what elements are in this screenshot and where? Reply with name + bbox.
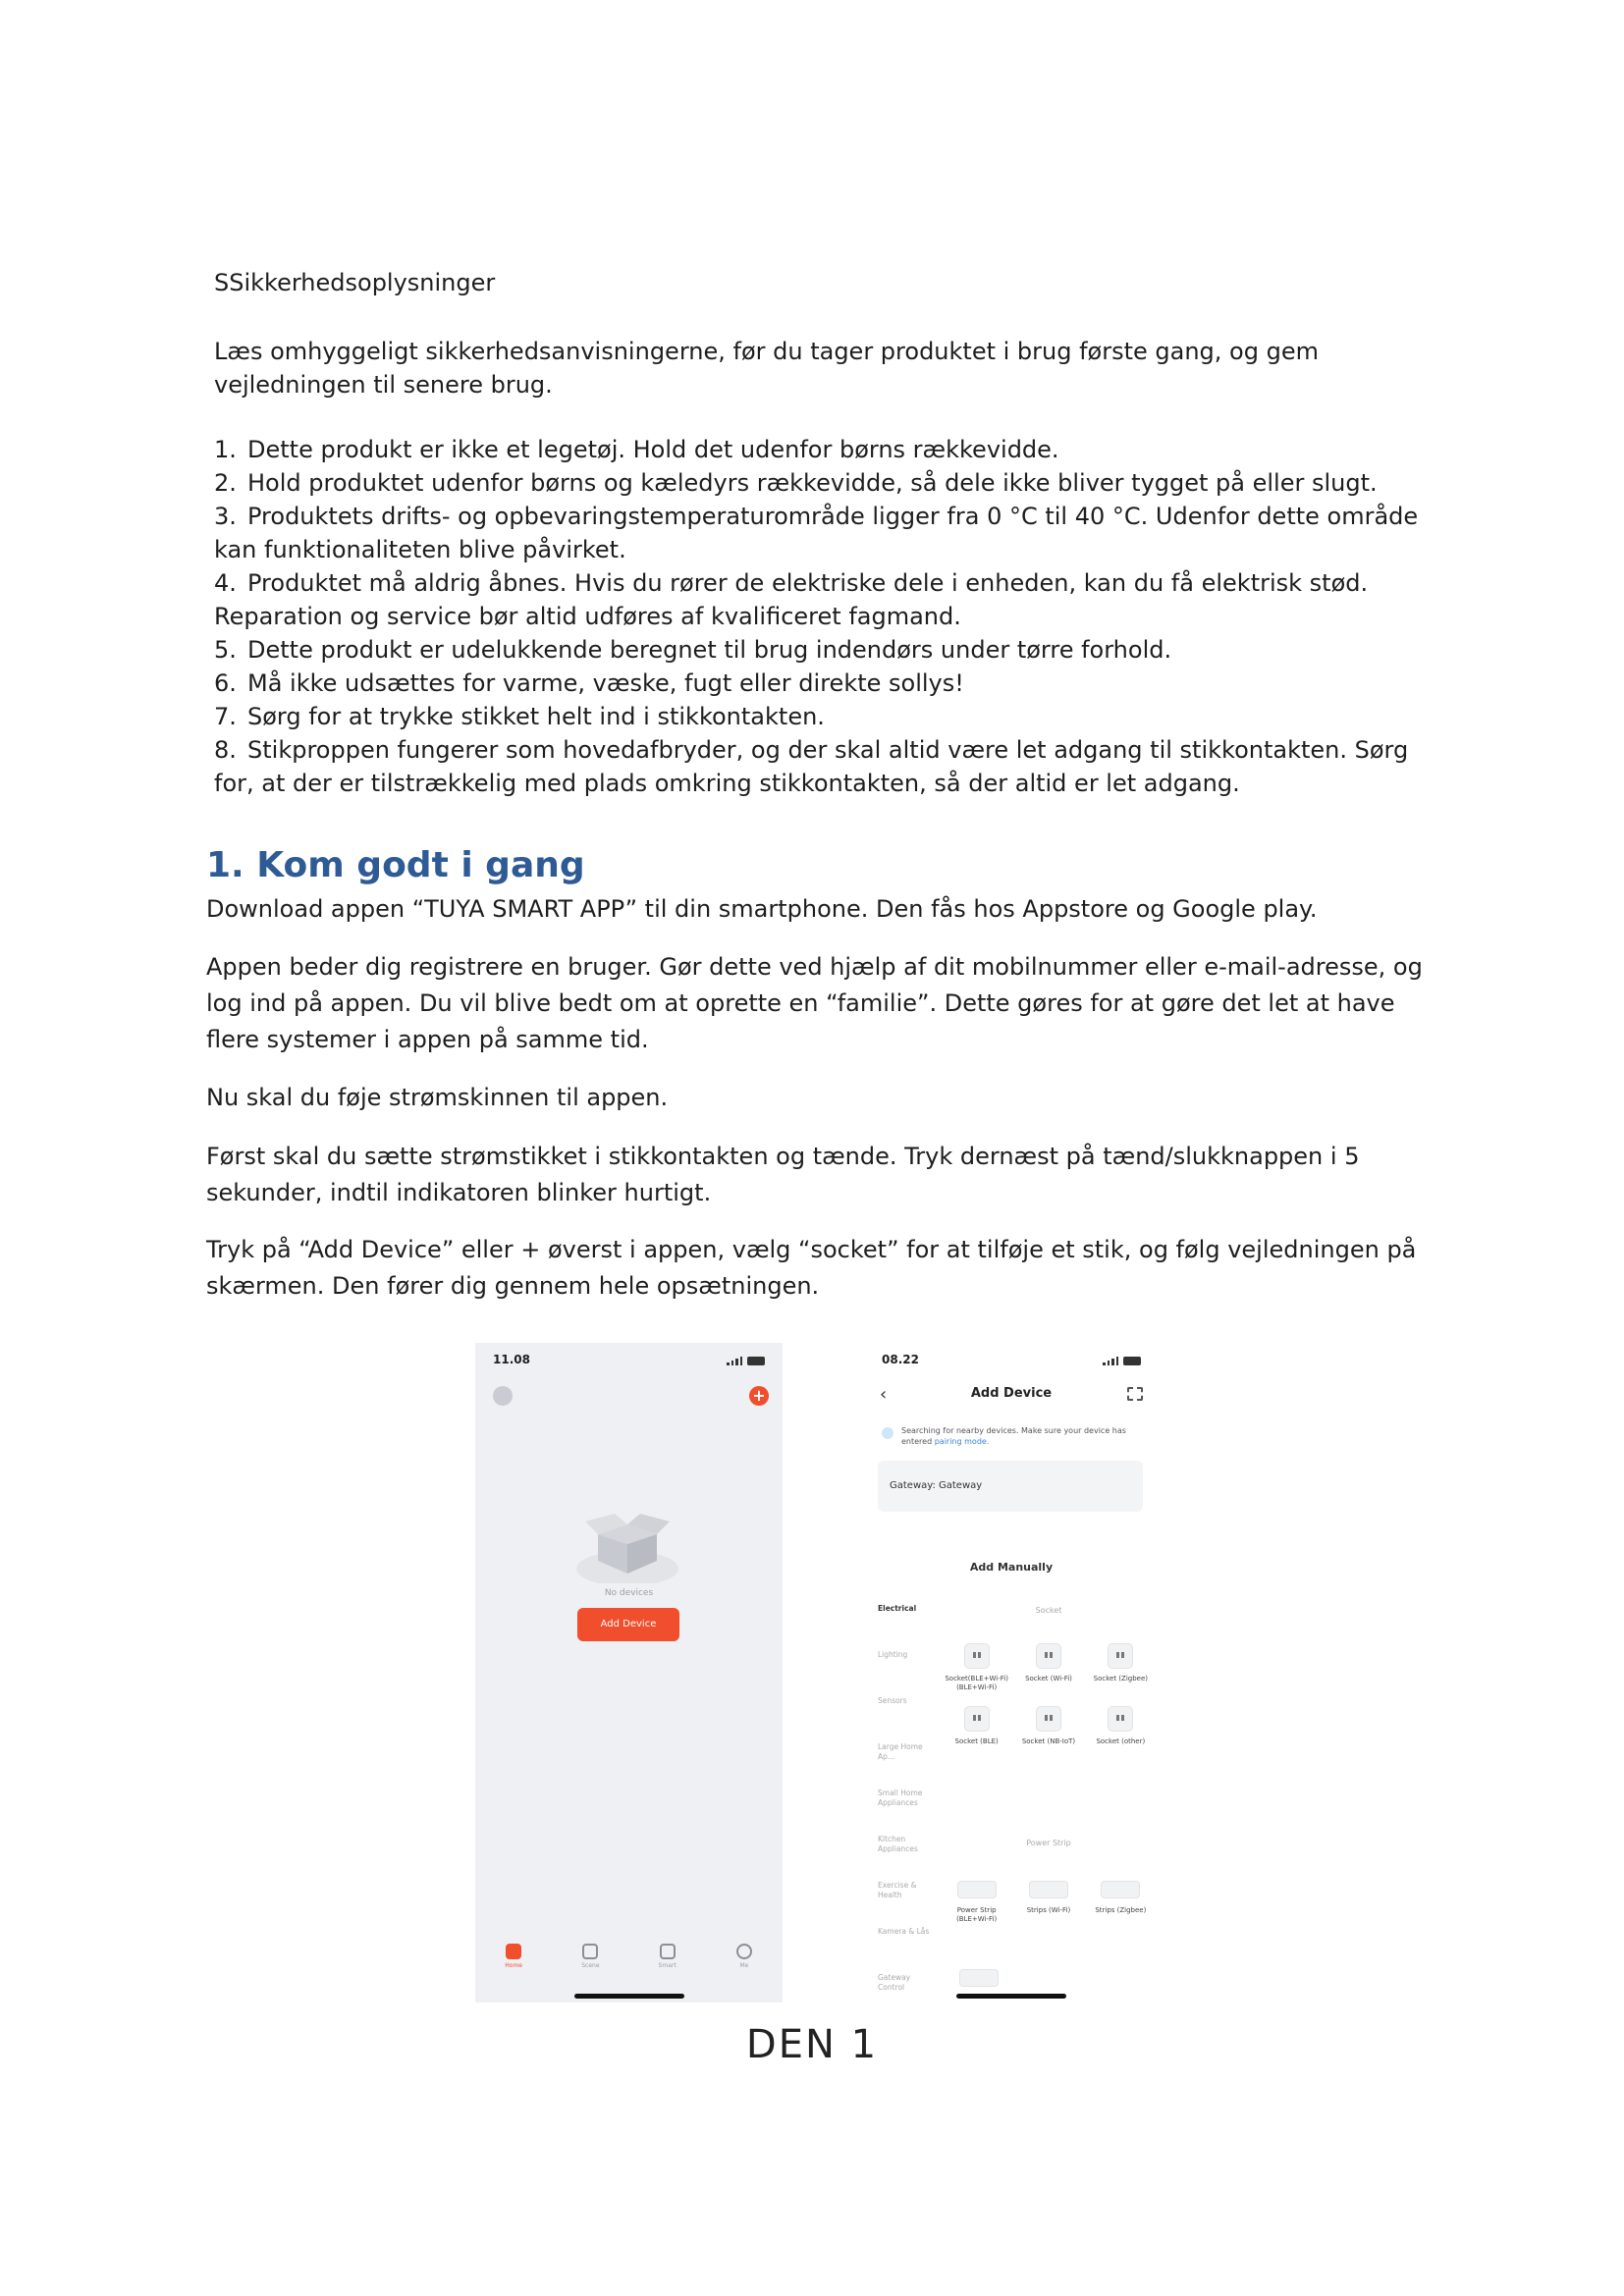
back-chevron-icon[interactable]: ‹ bbox=[880, 1384, 888, 1405]
scan-icon[interactable] bbox=[1127, 1387, 1143, 1401]
screen-title: Add Device bbox=[970, 1386, 1053, 1401]
safety-item: 5. Dette produkt er udelukkende beregnet til brug indendørs under tørre forhold. bbox=[214, 636, 1172, 664]
signal-icon bbox=[727, 1357, 742, 1365]
paragraph-power-on: Først skal du sætte strømstikket i stikkontakten og tænde. Tryk dernæst på tænd/slukknappen i 5 sekunder, indtil indikatoren blinker hurtigt. bbox=[206, 1143, 1360, 1206]
socket-icon bbox=[1108, 1643, 1133, 1669]
socket-grid bbox=[941, 1643, 1157, 1746]
power-strip-icon bbox=[957, 1881, 997, 1898]
family-avatar-icon[interactable] bbox=[493, 1386, 513, 1406]
section-title: 1. Kom godt i gang bbox=[206, 845, 585, 885]
safety-item: 3. Produktets drifts- og opbevaringstemperaturområde ligger fra 0 °C til 40 °C. Udenfor dette område kan funktionaliteten blive påvirket. bbox=[214, 503, 1419, 563]
device-option[interactable]: Power Strip (BLE+Wi-Fi) bbox=[941, 1881, 1012, 1924]
tab-bar bbox=[475, 1938, 783, 1983]
socket-icon bbox=[1036, 1643, 1061, 1669]
searching-notice: Searching for nearby devices. Make sure your device has entered pairing mode. bbox=[880, 1425, 1147, 1447]
category-item[interactable]: Kamera & Lås bbox=[878, 1927, 930, 1936]
status-bar: 11.08 bbox=[493, 1353, 765, 1372]
add-device-button[interactable]: Add Device bbox=[577, 1608, 679, 1641]
status-bar: 08.22 bbox=[882, 1353, 1141, 1372]
category-item[interactable]: Small Home Appliances bbox=[878, 1789, 923, 1807]
smart-icon bbox=[660, 1944, 676, 1959]
home-icon bbox=[506, 1944, 521, 1959]
group-label-socket: Socket bbox=[1035, 1606, 1062, 1615]
paragraph-add-device: Tryk på “Add Device” eller + øverst i appen, vælg “socket” for at tilføje et stik, og følg vejledningen på skærmen. Den fører dig gennem hele opsætningen. bbox=[206, 1236, 1417, 1300]
profile-icon bbox=[736, 1944, 752, 1959]
category-item[interactable]: Electrical bbox=[878, 1604, 917, 1613]
signal-icon bbox=[1103, 1357, 1118, 1365]
power-strip-icon bbox=[959, 1969, 999, 1987]
category-item[interactable]: Lighting bbox=[878, 1650, 908, 1659]
phone-screenshot-add-device bbox=[864, 1343, 1159, 2002]
paragraph-add-strip: Nu skal du føje strømskinnen til appen. bbox=[206, 1084, 669, 1111]
paragraph-register: Appen beder dig registrere en bruger. Gør dette ved hjælp af dit mobilnummer eller e-mail-adresse, og log ind på appen. Du vil blive bedt om at oprette en “familie”. Dette gøres for at gøre det let at have flere systemer i appen på samme tid. bbox=[206, 953, 1423, 1053]
safety-intro: Læs omhyggeligt sikkerhedsanvisningerne, før du tager produktet i brug første gang, og gem vejledningen til senere brug. bbox=[214, 338, 1319, 399]
device-option[interactable]: Socket (other) bbox=[1085, 1706, 1157, 1746]
safety-item: 7. Sørg for at trykke stikket helt ind i stikkontakten. bbox=[214, 703, 825, 730]
safety-heading: SSikkerhedsoplysninger bbox=[214, 269, 496, 296]
battery-icon bbox=[1123, 1357, 1141, 1365]
category-item[interactable]: Gateway Control bbox=[878, 1973, 911, 1992]
device-option[interactable]: Socket (BLE) bbox=[941, 1706, 1012, 1746]
safety-item: 1. Dette produkt er ikke et legetøj. Hold det udenfor børns rækkevidde. bbox=[214, 436, 1059, 463]
socket-icon bbox=[964, 1706, 990, 1732]
power-strip-icon bbox=[1029, 1881, 1068, 1898]
add-manually-heading: Add Manually bbox=[969, 1561, 1054, 1574]
category-item[interactable]: Sensors bbox=[878, 1696, 907, 1705]
device-option[interactable]: Socket (Wi-Fi) bbox=[1012, 1643, 1084, 1692]
tab-smart[interactable]: Smart bbox=[638, 1938, 697, 1983]
home-indicator bbox=[956, 1994, 1066, 1999]
paragraph-download: Download appen “TUYA SMART APP” til din smartphone. Den fås hos Appstore og Google play. bbox=[206, 895, 1318, 923]
device-option[interactable]: Strips (Zigbee) bbox=[1085, 1881, 1157, 1924]
home-indicator bbox=[574, 1994, 684, 1999]
device-option[interactable]: Strips (Wi-Fi) bbox=[1012, 1881, 1084, 1924]
power-strip-icon bbox=[1101, 1881, 1140, 1898]
add-plus-icon[interactable]: + bbox=[749, 1386, 769, 1406]
empty-box-icon bbox=[573, 1500, 681, 1583]
category-list bbox=[878, 1604, 933, 2002]
safety-item: 2. Hold produktet udenfor børns og kæledyrs rækkevidde, så dele ikke bliver tygget på eller slugt. bbox=[214, 469, 1378, 497]
safety-item: 8. Stikproppen fungerer som hovedafbryder, og der skal altid være let adgang til stikkontakten. Sørg for, at der er tilstrækkelig med plads omkring stikkontakten, så der altid er let adgang. bbox=[214, 736, 1409, 797]
phone-screenshot-home bbox=[475, 1343, 783, 2002]
device-option[interactable]: Socket (NB-IoT) bbox=[1012, 1706, 1084, 1746]
safety-item: 6. Må ikke udsættes for varme, væske, fugt eller direkte sollys! bbox=[214, 669, 964, 697]
group-label-power-strip: Power Strip bbox=[1026, 1839, 1071, 1847]
device-option[interactable]: Socket(BLE+Wi-Fi) (BLE+Wi-Fi) bbox=[941, 1643, 1012, 1692]
socket-icon bbox=[964, 1643, 990, 1669]
socket-icon bbox=[1108, 1706, 1133, 1732]
tab-home[interactable]: Home bbox=[484, 1938, 543, 1983]
socket-icon bbox=[1036, 1706, 1061, 1732]
no-devices-text: No devices bbox=[604, 1588, 654, 1598]
category-item[interactable]: Kitchen Appliances bbox=[878, 1835, 918, 1853]
searching-spinner-icon bbox=[882, 1427, 893, 1439]
battery-icon bbox=[747, 1357, 765, 1365]
safety-item: 4. Produktet må aldrig åbnes. Hvis du rører de elektriske dele i enheden, kan du få elektrisk stød. Reparation og service bør altid udføres af kvalificeret fagmand. bbox=[214, 569, 1369, 630]
safety-list bbox=[214, 433, 1432, 800]
gateway-card[interactable]: Gateway: Gateway bbox=[878, 1461, 1143, 1512]
category-item[interactable]: Exercise & Health bbox=[878, 1881, 917, 1899]
scene-icon bbox=[582, 1944, 598, 1959]
page-label: DEN 1 bbox=[745, 2022, 879, 2067]
tab-me[interactable]: Me bbox=[715, 1938, 774, 1983]
category-item[interactable]: Large Home Ap... bbox=[878, 1742, 923, 1761]
device-option[interactable]: Socket (Zigbee) bbox=[1085, 1643, 1157, 1692]
tab-scene[interactable]: Scene bbox=[561, 1938, 620, 1983]
strip-grid bbox=[941, 1881, 1157, 1924]
